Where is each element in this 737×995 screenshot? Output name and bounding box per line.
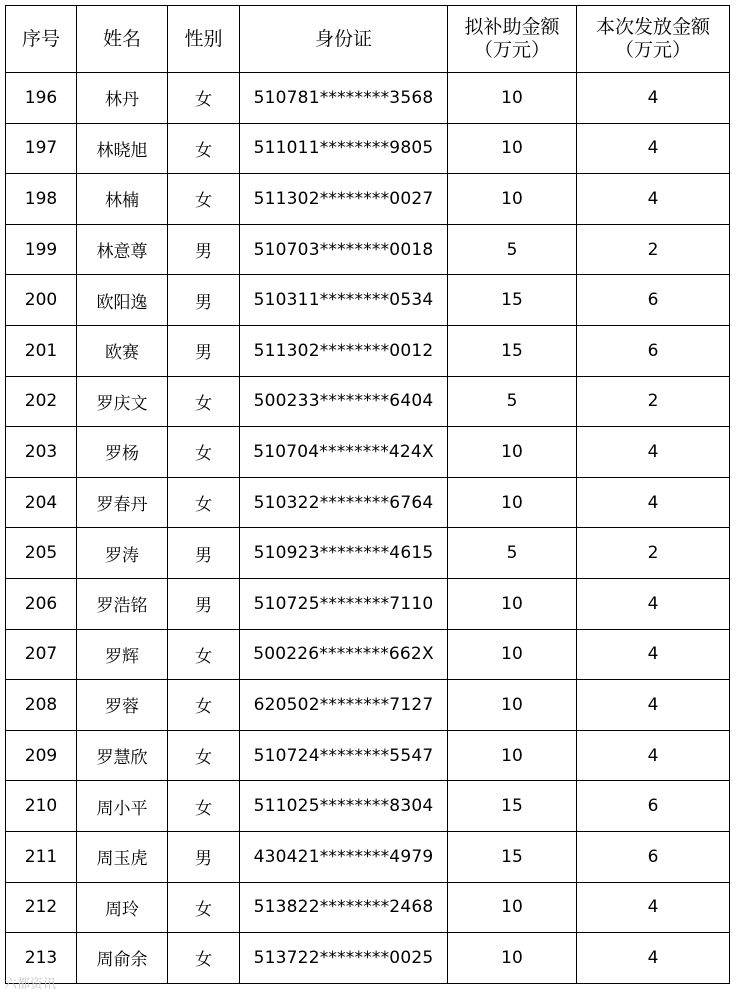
cell-id-number: 500226********662X: [240, 629, 448, 680]
header-current-line1: 本次发放金额: [595, 16, 710, 38]
cell-seq: 205: [6, 528, 77, 579]
cell-seq: 196: [6, 73, 77, 124]
cell-gender: 男: [168, 224, 240, 275]
cell-name: 周俞余: [77, 933, 168, 984]
table-row: [6, 528, 730, 579]
table-row: [6, 629, 730, 680]
cell-gender: 女: [168, 730, 240, 781]
cell-planned-amount: 15: [448, 781, 577, 832]
table-row: [6, 224, 730, 275]
table-row: [6, 477, 730, 528]
cell-id-number: 500233********6404: [240, 376, 448, 427]
header-id: 身份证: [240, 6, 448, 73]
cell-name: 周小平: [77, 781, 168, 832]
cell-planned-amount: 10: [448, 680, 577, 731]
header-current-line2: （万元）: [614, 39, 691, 61]
cell-name: 欧赛: [77, 325, 168, 376]
cell-current-amount: 4: [577, 882, 730, 933]
cell-seq: 211: [6, 831, 77, 882]
header-row: [6, 6, 730, 73]
cell-gender: 女: [168, 477, 240, 528]
cell-current-amount: 4: [577, 123, 730, 174]
cell-current-amount: 4: [577, 73, 730, 124]
header-gender: 性别: [168, 6, 240, 73]
cell-current-amount: 4: [577, 427, 730, 478]
cell-gender: 女: [168, 781, 240, 832]
cell-current-amount: 2: [577, 224, 730, 275]
table-row: [6, 831, 730, 882]
table-row: [6, 376, 730, 427]
cell-current-amount: 4: [577, 477, 730, 528]
cell-name: 林意尊: [77, 224, 168, 275]
table-row: [6, 882, 730, 933]
cell-id-number: 510311********0534: [240, 275, 448, 326]
cell-gender: 女: [168, 123, 240, 174]
cell-name: 林丹: [77, 73, 168, 124]
cell-id-number: 510322********6764: [240, 477, 448, 528]
cell-planned-amount: 10: [448, 730, 577, 781]
cell-seq: 203: [6, 427, 77, 478]
cell-current-amount: 4: [577, 578, 730, 629]
cell-name: 周玉虎: [77, 831, 168, 882]
table-row: [6, 427, 730, 478]
subsidy-table: [5, 5, 730, 984]
cell-gender: 女: [168, 933, 240, 984]
cell-id-number: 510703********0018: [240, 224, 448, 275]
cell-current-amount: 6: [577, 325, 730, 376]
cell-planned-amount: 5: [448, 224, 577, 275]
cell-name: 罗浩铭: [77, 578, 168, 629]
cell-gender: 男: [168, 325, 240, 376]
header-current-amount: [577, 6, 730, 73]
cell-gender: 女: [168, 174, 240, 225]
cell-id-number: 513822********2468: [240, 882, 448, 933]
cell-gender: 女: [168, 73, 240, 124]
cell-id-number: 511011********9805: [240, 123, 448, 174]
header-name: 姓名: [77, 6, 168, 73]
cell-current-amount: 4: [577, 680, 730, 731]
cell-current-amount: 6: [577, 831, 730, 882]
cell-seq: 204: [6, 477, 77, 528]
cell-gender: 女: [168, 376, 240, 427]
cell-seq: 209: [6, 730, 77, 781]
cell-name: 欧阳逸: [77, 275, 168, 326]
header-seq: 序号: [6, 6, 77, 73]
cell-current-amount: 6: [577, 781, 730, 832]
cell-id-number: 510725********7110: [240, 578, 448, 629]
cell-id-number: 510781********3568: [240, 73, 448, 124]
cell-seq: 208: [6, 680, 77, 731]
cell-name: 罗辉: [77, 629, 168, 680]
table-row: [6, 730, 730, 781]
cell-current-amount: 4: [577, 174, 730, 225]
cell-seq: 201: [6, 325, 77, 376]
cell-seq: 212: [6, 882, 77, 933]
cell-name: 罗慧欣: [77, 730, 168, 781]
cell-planned-amount: 5: [448, 528, 577, 579]
cell-seq: 200: [6, 275, 77, 326]
table-row: [6, 680, 730, 731]
cell-planned-amount: 10: [448, 477, 577, 528]
cell-planned-amount: 10: [448, 73, 577, 124]
cell-gender: 男: [168, 831, 240, 882]
cell-seq: 197: [6, 123, 77, 174]
cell-current-amount: 4: [577, 629, 730, 680]
cell-name: 罗蓉: [77, 680, 168, 731]
table-header: [6, 6, 730, 73]
cell-id-number: 510923********4615: [240, 528, 448, 579]
cell-id-number: 430421********4979: [240, 831, 448, 882]
cell-name: 罗庆文: [77, 376, 168, 427]
cell-current-amount: 2: [577, 528, 730, 579]
table-row: [6, 174, 730, 225]
cell-planned-amount: 5: [448, 376, 577, 427]
cell-seq: 206: [6, 578, 77, 629]
cell-id-number: 510724********5547: [240, 730, 448, 781]
cell-current-amount: 6: [577, 275, 730, 326]
cell-current-amount: 2: [577, 376, 730, 427]
cell-planned-amount: 10: [448, 882, 577, 933]
cell-gender: 女: [168, 629, 240, 680]
cell-seq: 198: [6, 174, 77, 225]
cell-gender: 女: [168, 680, 240, 731]
table-row: [6, 325, 730, 376]
cell-name: 罗涛: [77, 528, 168, 579]
table-row: [6, 933, 730, 984]
cell-planned-amount: 10: [448, 427, 577, 478]
cell-id-number: 620502********7127: [240, 680, 448, 731]
cell-seq: 210: [6, 781, 77, 832]
cell-name: 林晓旭: [77, 123, 168, 174]
cell-planned-amount: 15: [448, 831, 577, 882]
cell-id-number: 511025********8304: [240, 781, 448, 832]
table-row: [6, 275, 730, 326]
cell-current-amount: 4: [577, 933, 730, 984]
cell-planned-amount: 10: [448, 629, 577, 680]
cell-planned-amount: 15: [448, 325, 577, 376]
cell-name: 林楠: [77, 174, 168, 225]
header-planned-amount: [448, 6, 577, 73]
watermark-text: 六都资讯: [4, 977, 57, 992]
cell-current-amount: 4: [577, 730, 730, 781]
cell-gender: 男: [168, 275, 240, 326]
header-planned-line1: 拟补助金额: [464, 16, 560, 38]
cell-id-number: 510704********424X: [240, 427, 448, 478]
cell-seq: 213: [6, 933, 77, 984]
cell-gender: 女: [168, 882, 240, 933]
cell-planned-amount: 15: [448, 275, 577, 326]
cell-name: 周玲: [77, 882, 168, 933]
cell-seq: 202: [6, 376, 77, 427]
header-planned-line2: （万元）: [473, 39, 550, 61]
table-row: [6, 73, 730, 124]
cell-planned-amount: 10: [448, 578, 577, 629]
cell-id-number: 513722********0025: [240, 933, 448, 984]
cell-name: 罗春丹: [77, 477, 168, 528]
table-row: [6, 578, 730, 629]
table-body: [6, 73, 730, 984]
cell-gender: 女: [168, 427, 240, 478]
cell-name: 罗杨: [77, 427, 168, 478]
cell-seq: 207: [6, 629, 77, 680]
cell-seq: 199: [6, 224, 77, 275]
cell-planned-amount: 10: [448, 933, 577, 984]
cell-gender: 男: [168, 578, 240, 629]
cell-gender: 男: [168, 528, 240, 579]
table-row: [6, 123, 730, 174]
cell-id-number: 511302********0012: [240, 325, 448, 376]
cell-planned-amount: 10: [448, 174, 577, 225]
table-row: [6, 781, 730, 832]
cell-planned-amount: 10: [448, 123, 577, 174]
cell-id-number: 511302********0027: [240, 174, 448, 225]
